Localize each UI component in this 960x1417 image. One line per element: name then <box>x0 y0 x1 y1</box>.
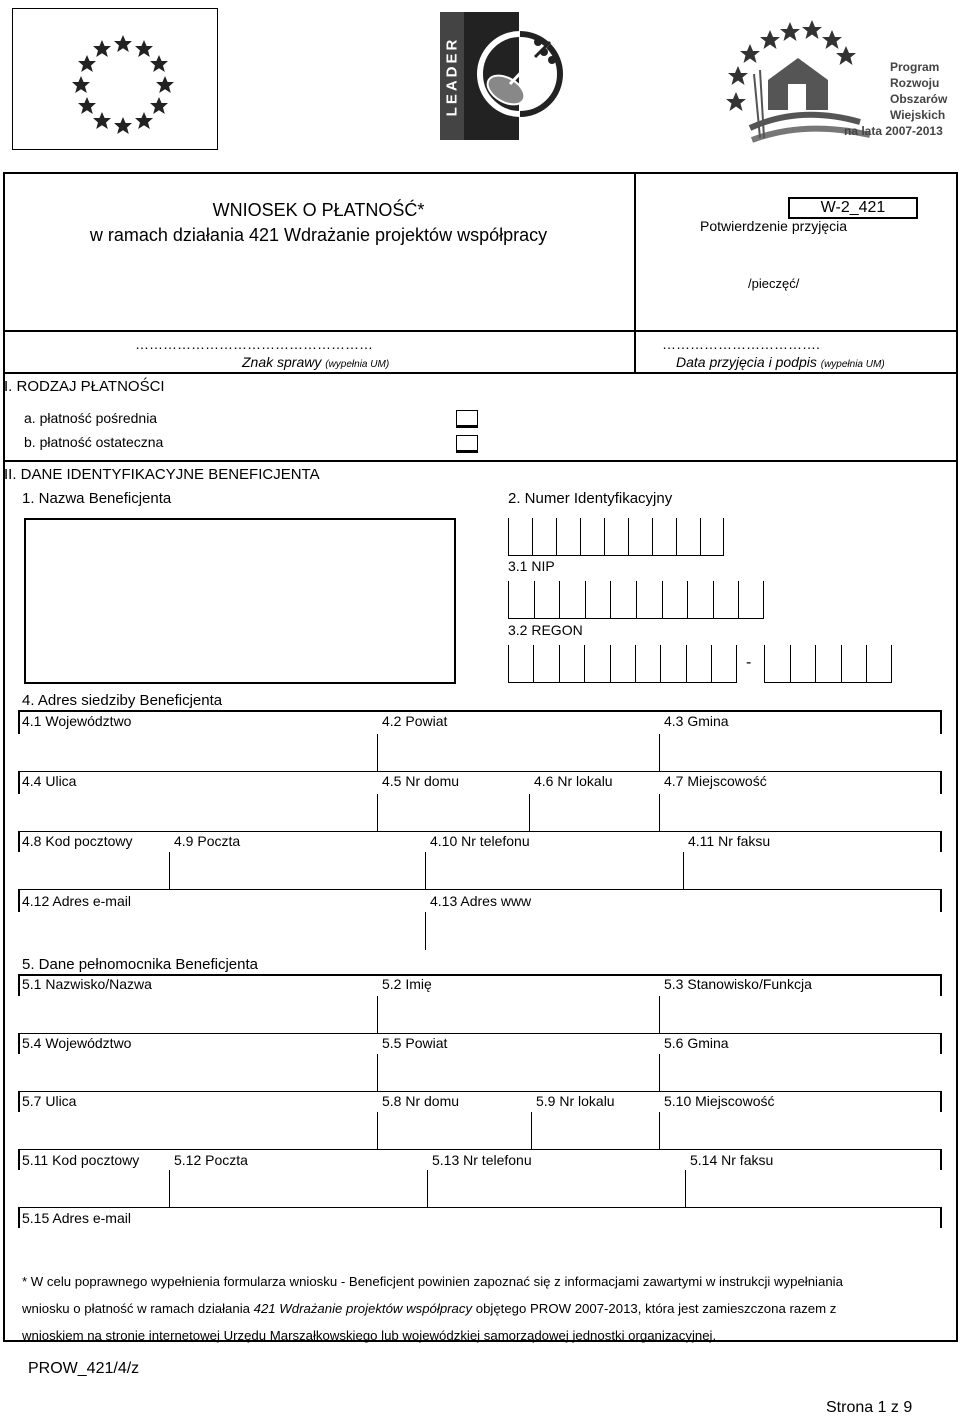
digit-cell[interactable] <box>636 581 662 619</box>
input-5-3[interactable] <box>660 996 942 1034</box>
input-5-6[interactable] <box>660 1054 942 1092</box>
id-number-cells[interactable] <box>508 518 724 556</box>
label-5-3: 5.3 Stanowisko/Funkcja <box>664 976 812 992</box>
digit-cell[interactable] <box>652 518 676 556</box>
input-5-9[interactable] <box>532 1112 660 1150</box>
header-divider <box>634 172 636 374</box>
input-4-9[interactable] <box>170 852 426 890</box>
input-5-2[interactable] <box>378 996 660 1034</box>
input-5-8[interactable] <box>378 1112 532 1150</box>
input-4-5[interactable] <box>378 794 530 832</box>
label-5-1: 5.1 Nazwisko/Nazwa <box>22 976 152 992</box>
digit-cell[interactable] <box>676 518 700 556</box>
digit-cell[interactable] <box>556 518 580 556</box>
digit-cell[interactable] <box>585 581 611 619</box>
input-5-14[interactable] <box>686 1170 942 1208</box>
digit-cell[interactable] <box>711 645 736 683</box>
label-4-7: 4.7 Miejscowość <box>664 773 767 789</box>
id-number-label: 2. Numer Identyfikacyjny <box>508 490 673 507</box>
digit-cell[interactable] <box>533 645 558 683</box>
input-5-15[interactable] <box>18 1228 942 1266</box>
case-dots: …………………………………………… <box>135 336 373 352</box>
digit-cell[interactable] <box>687 581 713 619</box>
section-payment-type-title: I. RODZAJ PŁATNOŚCI <box>4 378 165 395</box>
label-5-6: 5.6 Gmina <box>664 1035 729 1051</box>
input-5-4[interactable] <box>18 1054 378 1092</box>
label-4-3: 4.3 Gmina <box>664 713 729 729</box>
footnote-line2-a: wniosku o płatność w ramach działania <box>22 1301 254 1316</box>
digit-cell[interactable] <box>559 581 585 619</box>
payment-interim-label: a. płatność pośrednia <box>24 410 158 426</box>
form-code: W-2_421 <box>820 199 886 216</box>
label-4-5: 4.5 Nr domu <box>382 773 460 789</box>
payment-interim-checkbox[interactable] <box>456 410 478 428</box>
section-identification-title: II. DANE IDENTYFIKACYJNE BENEFICJENTA <box>4 466 320 483</box>
label-5-12: 5.12 Poczta <box>174 1152 248 1168</box>
leader-text: LEADER <box>443 36 461 117</box>
input-5-5[interactable] <box>378 1054 660 1092</box>
nip-cells[interactable] <box>508 581 764 619</box>
regon-label: 3.2 REGON <box>508 622 583 638</box>
prow-line4: Wiejskich <box>890 108 946 122</box>
input-5-13[interactable] <box>428 1170 686 1208</box>
input-5-11[interactable] <box>18 1170 170 1208</box>
digit-cell[interactable] <box>508 518 532 556</box>
footnote-line1: * W celu poprawnego wypełnienia formularza wniosku - Beneficjent powinien zapoznać się z informacjami zawartymi w instrukcji wypełniania <box>22 1274 843 1289</box>
date-note: (wypełnia UM) <box>820 359 885 370</box>
digit-cell[interactable] <box>738 581 764 619</box>
input-4-13[interactable] <box>426 912 942 950</box>
footnote-line3: wnioskiem na stronie internetowej Urzędu Marszałkowskiego lub wojewódzkiej samorządowej jednostki organizacyjnej. <box>22 1328 717 1343</box>
label-4-13: 4.13 Adres www <box>430 893 532 909</box>
beneficiary-name-field[interactable] <box>24 518 456 684</box>
digit-cell[interactable] <box>713 581 739 619</box>
input-5-12[interactable] <box>170 1170 428 1208</box>
digit-cell[interactable] <box>866 645 892 683</box>
label-5-11: 5.11 Kod pocztowy <box>22 1152 140 1168</box>
input-4-10[interactable] <box>426 852 684 890</box>
digit-cell[interactable] <box>686 645 711 683</box>
label-4-4: 4.4 Ulica <box>22 773 77 789</box>
digit-cell[interactable] <box>790 645 816 683</box>
input-4-2[interactable] <box>378 734 660 772</box>
form-title-line2: w ramach działania 421 Wdrażanie projektów współpracy <box>89 225 548 245</box>
payment-final-checkbox[interactable] <box>456 435 478 453</box>
digit-cell[interactable] <box>635 645 660 683</box>
digit-cell[interactable] <box>508 581 534 619</box>
input-4-3[interactable] <box>660 734 942 772</box>
payment-final-label: b. płatność ostateczna <box>24 434 164 450</box>
label-5-10: 5.10 Miejscowość <box>664 1093 775 1109</box>
label-4-12: 4.12 Adres e-mail <box>22 893 131 909</box>
section-proxy-title: 5. Dane pełnomocnika Beneficjenta <box>22 956 258 973</box>
digit-cell[interactable] <box>764 645 790 683</box>
form-code-box <box>788 197 918 219</box>
case-note: (wypełnia UM) <box>325 359 390 370</box>
form-title-line1: WNIOSEK O PŁATNOŚĆ* <box>212 200 425 220</box>
input-4-4[interactable] <box>18 794 378 832</box>
leader-logo <box>440 12 573 140</box>
label-5-7: 5.7 Ulica <box>22 1093 77 1109</box>
label-4-10: 4.10 Nr telefonu <box>430 833 530 849</box>
input-4-11[interactable] <box>684 852 942 890</box>
label-5-13: 5.13 Nr telefonu <box>432 1152 532 1168</box>
digit-cell[interactable] <box>610 645 635 683</box>
digit-cell[interactable] <box>559 645 584 683</box>
label-4-2: 4.2 Powiat <box>382 713 448 729</box>
footnote-line2-italic: 421 Wdrażanie projektów współpracy <box>253 1301 473 1316</box>
beneficiary-name-label: 1. Nazwa Beneficjenta <box>22 490 172 507</box>
label-4-8: 4.8 Kod pocztowy <box>22 833 133 849</box>
digit-cell[interactable] <box>660 645 685 683</box>
digit-cell[interactable] <box>508 645 533 683</box>
stamp-label: /pieczęć/ <box>748 276 800 291</box>
footnote-line2 <box>22 1295 952 1322</box>
footnote <box>22 1268 952 1349</box>
prow-logo <box>720 10 955 150</box>
label-5-4: 5.4 Województwo <box>22 1035 132 1051</box>
digit-cell[interactable] <box>534 581 560 619</box>
digit-cell[interactable] <box>841 645 867 683</box>
label-5-15: 5.15 Adres e-mail <box>22 1210 131 1226</box>
digit-cell[interactable] <box>610 581 636 619</box>
prow-line3: Obszarów <box>890 92 948 106</box>
section-address-title: 4. Adres siedziby Beneficjenta <box>22 692 223 709</box>
date-label-text: Data przyjęcia i podpis <box>676 354 817 370</box>
eu-flag-logo <box>12 8 218 150</box>
date-signature-label <box>676 354 885 370</box>
regon-cells-a[interactable] <box>508 645 737 683</box>
digit-cell[interactable] <box>584 645 609 683</box>
label-5-5: 5.5 Powiat <box>382 1035 448 1051</box>
label-4-11: 4.11 Nr faksu <box>688 833 771 849</box>
form-title <box>3 200 634 246</box>
nip-label: 3.1 NIP <box>508 558 555 574</box>
digit-cell[interactable] <box>580 518 604 556</box>
input-4-6[interactable] <box>530 794 660 832</box>
prow-line2: Rozwoju <box>890 76 940 90</box>
digit-cell[interactable] <box>815 645 841 683</box>
footer-page-number: Strona 1 z 9 <box>826 1399 913 1416</box>
section-divider-1 <box>3 460 958 462</box>
regon-cells-b[interactable] <box>764 645 892 683</box>
regon-dash: - <box>746 654 752 671</box>
label-5-9: 5.9 Nr lokalu <box>536 1093 615 1109</box>
input-4-1[interactable] <box>18 734 378 772</box>
digit-cell[interactable] <box>662 581 688 619</box>
receipt-confirmation: Potwierdzenie przyjęcia <box>700 218 848 234</box>
digit-cell[interactable] <box>628 518 652 556</box>
date-dots: ……………………………. <box>662 336 820 352</box>
label-4-9: 4.9 Poczta <box>174 833 241 849</box>
input-4-8[interactable] <box>18 852 170 890</box>
label-5-2: 5.2 Imię <box>382 976 432 992</box>
digit-cell[interactable] <box>532 518 556 556</box>
eu-stars-icon <box>13 9 217 149</box>
prow-line1: Program <box>890 60 940 74</box>
label-4-6: 4.6 Nr lokalu <box>534 773 613 789</box>
input-4-12[interactable] <box>18 912 426 950</box>
prow-line5: na lata 2007-2013 <box>844 124 943 138</box>
label-5-8: 5.8 Nr domu <box>382 1093 460 1109</box>
header-separator <box>3 330 958 332</box>
footnote-line2-b: objętego PROW 2007-2013, która jest zamieszczona razem z <box>472 1301 837 1316</box>
digit-cell[interactable] <box>700 518 724 556</box>
input-4-7[interactable] <box>660 794 942 832</box>
input-5-10[interactable] <box>660 1112 942 1150</box>
footer-form-code: PROW_421/4/z <box>28 1360 140 1377</box>
label-5-14: 5.14 Nr faksu <box>690 1152 774 1168</box>
input-5-1[interactable] <box>18 996 378 1034</box>
case-label-text: Znak sprawy <box>242 354 322 370</box>
label-4-1: 4.1 Województwo <box>22 713 132 729</box>
digit-cell[interactable] <box>604 518 628 556</box>
input-5-7[interactable] <box>18 1112 378 1150</box>
case-number-label <box>242 354 389 370</box>
